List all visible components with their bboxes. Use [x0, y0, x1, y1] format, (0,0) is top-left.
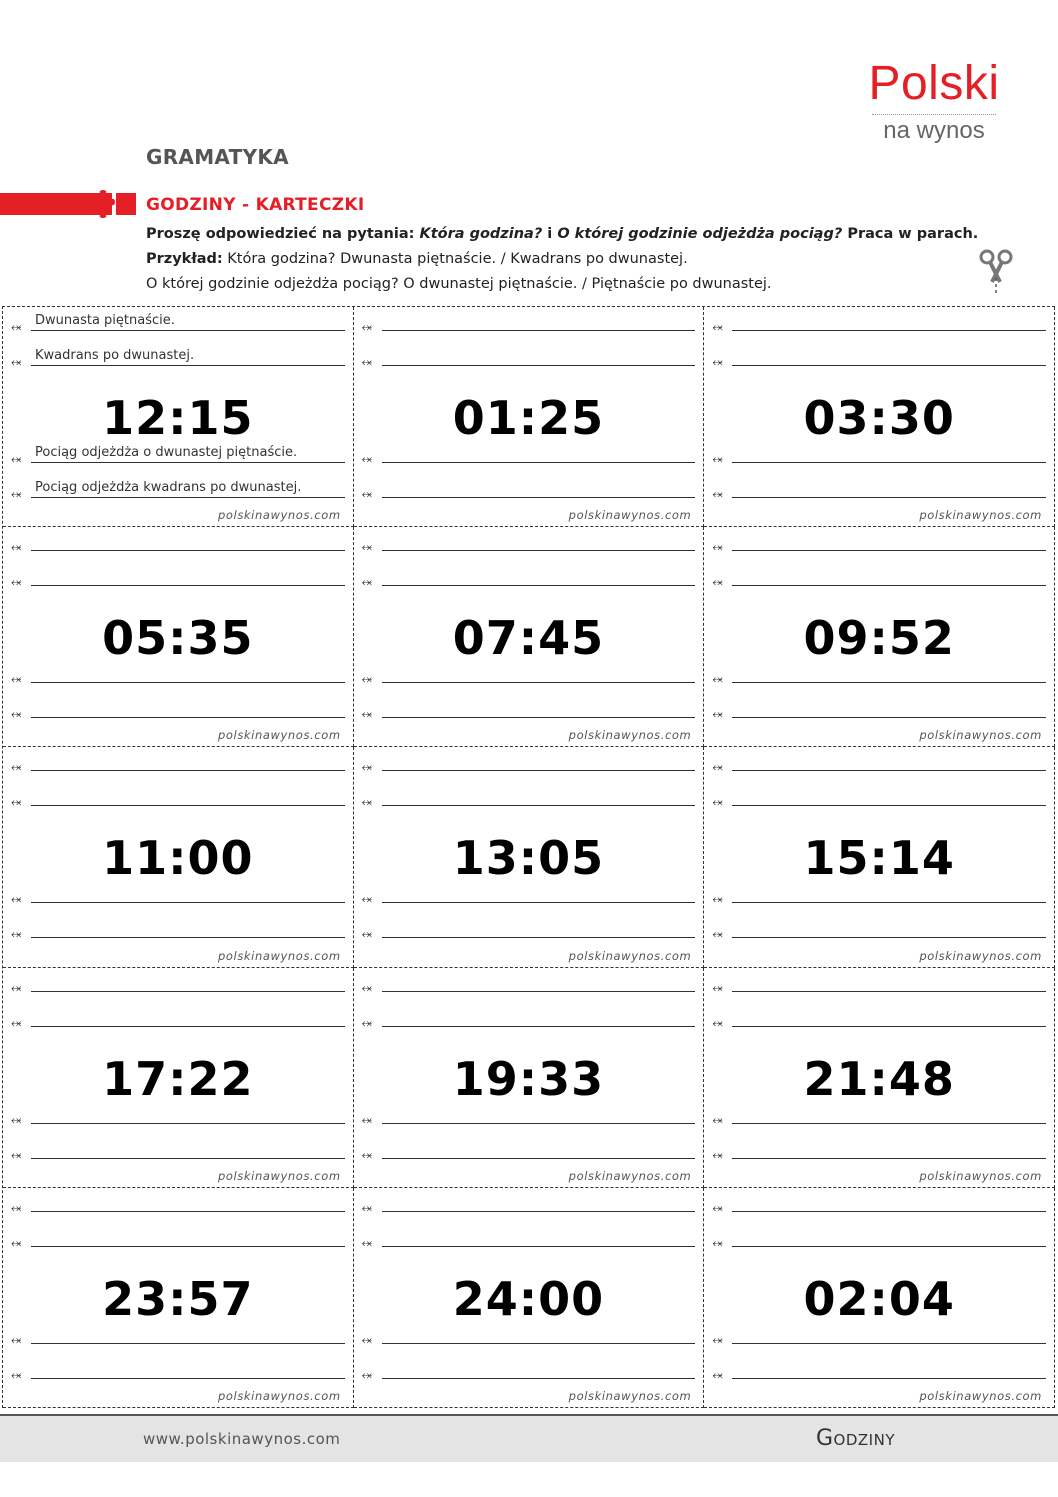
answer-rule — [31, 497, 345, 498]
clock-time: 09:52 — [803, 611, 955, 666]
answer-line[interactable] — [362, 1194, 696, 1214]
instruction-line-1 — [146, 226, 978, 242]
time-card — [354, 307, 705, 527]
answer-rule — [382, 1158, 696, 1159]
pencil-arrow-icon: ⬾ — [11, 707, 22, 723]
instruction-text: Proszę odpowiedzieć na pytania: — [146, 226, 420, 242]
instruction-connector: i — [542, 226, 558, 242]
pencil-arrow-icon: ⬾ — [712, 1147, 723, 1163]
answer-rule — [31, 682, 345, 683]
clock-time: 01:25 — [452, 391, 605, 445]
logo-main-text: Polski — [868, 57, 1000, 110]
answer-text: Dwunasta piętnaście. — [35, 313, 175, 328]
time-card — [3, 307, 354, 527]
answer-rule — [732, 717, 1046, 718]
answer-line[interactable] — [11, 1361, 345, 1381]
logo-divider — [872, 114, 996, 115]
pencil-arrow-icon: ⬾ — [11, 760, 22, 776]
answer-line[interactable] — [11, 1229, 345, 1249]
answer-rule — [382, 497, 696, 498]
pencil-arrow-icon: ⬾ — [11, 980, 22, 996]
clock-time: 21:48 — [803, 1051, 955, 1106]
answer-rule — [732, 365, 1046, 366]
answer-rule — [732, 937, 1046, 938]
pencil-arrow-icon: ⬾ — [712, 540, 723, 556]
pencil-arrow-icon: ⬾ — [361, 760, 373, 776]
answer-rule — [31, 585, 345, 586]
pencil-arrow-icon: ⬾ — [11, 320, 22, 335]
answer-line[interactable] — [11, 753, 345, 776]
answer-line[interactable] — [362, 1229, 696, 1249]
answer-line[interactable] — [362, 1106, 696, 1126]
answer-rule — [732, 902, 1046, 903]
pencil-arrow-icon: ⬾ — [11, 1200, 22, 1216]
answer-rule — [382, 330, 696, 331]
card-watermark: polskinawynos.com — [568, 1388, 692, 1403]
answer-line[interactable] — [362, 1009, 696, 1029]
pencil-arrow-icon: ⬾ — [361, 540, 373, 556]
clock-time: 17:22 — [102, 1051, 254, 1106]
instruction-line-2 — [146, 251, 688, 267]
card-watermark: polskinawynos.com — [218, 948, 341, 963]
clock-time: 13:05 — [452, 831, 605, 886]
answer-line[interactable] — [11, 533, 345, 556]
answer-rule — [732, 1158, 1046, 1159]
answer-rule — [732, 585, 1046, 586]
pencil-arrow-icon: ⬾ — [712, 1015, 723, 1031]
pencil-arrow-icon: ⬾ — [361, 320, 373, 335]
answer-line[interactable] — [712, 1361, 1046, 1381]
answer-rule — [31, 991, 345, 992]
pencil-arrow-icon: ⬾ — [361, 452, 373, 467]
answer-line[interactable] — [11, 974, 345, 994]
pencil-arrow-icon: ⬾ — [712, 355, 723, 370]
answer-line[interactable] — [11, 313, 345, 333]
answer-line[interactable] — [712, 1229, 1046, 1249]
pencil-arrow-icon: ⬾ — [11, 1112, 22, 1128]
pencil-arrow-icon: ⬾ — [11, 892, 22, 908]
answer-line[interactable] — [361, 753, 696, 776]
answer-rule — [31, 1158, 345, 1159]
pencil-arrow-icon: ⬾ — [361, 892, 373, 908]
answer-rule — [382, 585, 696, 586]
answer-line[interactable] — [11, 568, 345, 591]
pencil-arrow-icon: ⬾ — [11, 927, 22, 943]
answer-line[interactable] — [361, 700, 696, 723]
answer-line[interactable] — [362, 445, 696, 465]
card-watermark: polskinawynos.com — [919, 1388, 1042, 1403]
pencil-arrow-icon: ⬾ — [361, 707, 373, 723]
clock-time: 23:57 — [102, 1271, 254, 1326]
answer-rule — [31, 937, 345, 938]
answer-rule — [382, 1246, 696, 1247]
section-title: GRAMATYKA — [146, 145, 289, 169]
answer-line[interactable] — [11, 665, 345, 688]
answer-line[interactable] — [11, 1009, 345, 1029]
answer-rule — [382, 1211, 696, 1212]
answer-rule — [382, 550, 696, 551]
answer-line[interactable] — [11, 480, 345, 500]
pencil-arrow-icon: ⬾ — [712, 980, 723, 996]
time-card — [3, 1188, 354, 1408]
card-watermark: polskinawynos.com — [919, 1168, 1042, 1183]
pencil-arrow-icon: ⬾ — [712, 795, 723, 811]
exercise-title: GODZINY - KARTECZKI — [146, 195, 365, 215]
pencil-arrow-icon: ⬾ — [712, 927, 723, 943]
answer-line[interactable] — [712, 665, 1046, 688]
clock-time: 02:04 — [803, 1271, 955, 1326]
logo-sub-text: na wynos — [883, 117, 985, 144]
answer-line[interactable] — [11, 700, 345, 723]
pencil-arrow-icon: ⬾ — [712, 452, 723, 467]
clock-time: 07:45 — [452, 611, 605, 666]
answer-line[interactable] — [362, 1326, 696, 1346]
instruction-line-3: O której godzinie odjeżdża pociąg? O dwunastej piętnaście. / Piętnaście po dwunastej. — [146, 276, 772, 292]
answer-line[interactable] — [712, 1106, 1046, 1126]
time-card — [354, 1188, 705, 1408]
card-watermark: polskinawynos.com — [568, 948, 692, 963]
answer-line[interactable] — [11, 1194, 345, 1214]
pencil-arrow-icon: ⬾ — [11, 1147, 22, 1163]
pencil-arrow-icon: ⬾ — [361, 1015, 373, 1031]
example-label: Przykład: — [146, 251, 223, 267]
pencil-arrow-icon: ⬾ — [361, 487, 373, 502]
answer-line[interactable] — [712, 445, 1046, 465]
pencil-arrow-icon: ⬾ — [712, 1200, 723, 1216]
answer-rule — [31, 717, 345, 718]
pencil-arrow-icon: ⬾ — [712, 760, 723, 776]
puzzle-icon — [86, 189, 136, 219]
card-grid — [2, 306, 1055, 1408]
answer-line[interactable] — [11, 1106, 345, 1126]
card-watermark: polskinawynos.com — [218, 1168, 341, 1183]
answer-rule — [382, 462, 696, 463]
question-2: O której godzinie odjeżdża pociąg? — [557, 226, 843, 242]
time-card — [704, 307, 1055, 527]
answer-line[interactable] — [361, 788, 696, 811]
answer-rule — [382, 805, 696, 806]
pencil-arrow-icon: ⬾ — [361, 980, 373, 996]
pencil-arrow-icon: ⬾ — [11, 795, 22, 811]
answer-rule — [732, 682, 1046, 683]
card-watermark: polskinawynos.com — [568, 508, 692, 523]
question-1: Która godzina? — [419, 226, 543, 242]
answer-rule — [31, 805, 345, 806]
clock-time: 15:14 — [803, 831, 955, 886]
clock-time: 19:33 — [452, 1051, 605, 1106]
pencil-arrow-icon: ⬾ — [11, 1015, 22, 1031]
answer-line[interactable] — [11, 885, 345, 908]
answer-rule — [31, 1378, 345, 1379]
answer-rule — [31, 550, 345, 551]
answer-rule — [732, 497, 1046, 498]
time-card — [3, 968, 354, 1188]
answer-line[interactable] — [712, 568, 1046, 591]
answer-line[interactable] — [361, 885, 696, 908]
pencil-arrow-icon: ⬾ — [712, 575, 723, 591]
answer-line[interactable] — [11, 348, 345, 368]
card-watermark: polskinawynos.com — [919, 948, 1042, 963]
card-watermark: polskinawynos.com — [919, 728, 1042, 743]
answer-rule — [732, 330, 1046, 331]
scissors-icon — [976, 248, 1016, 294]
answer-rule — [382, 902, 696, 903]
footer-url: www.polskinawynos.com — [143, 1430, 341, 1448]
answer-rule — [31, 902, 345, 903]
pencil-arrow-icon: ⬾ — [712, 672, 723, 688]
answer-line[interactable] — [11, 1141, 345, 1161]
answer-line[interactable] — [712, 480, 1046, 500]
pencil-arrow-icon: ⬾ — [361, 575, 373, 591]
answer-line[interactable] — [362, 480, 696, 500]
answer-rule — [382, 365, 696, 366]
pencil-arrow-icon: ⬾ — [11, 672, 22, 688]
footer — [0, 1414, 1058, 1462]
answer-line[interactable] — [712, 533, 1046, 556]
pencil-arrow-icon: ⬾ — [712, 707, 723, 723]
pencil-arrow-icon: ⬾ — [11, 1367, 22, 1383]
logo — [868, 58, 1000, 145]
answer-rule — [31, 1246, 345, 1247]
answer-rule — [31, 1026, 345, 1027]
pencil-arrow-icon: ⬾ — [361, 1147, 373, 1163]
example-text: Która godzina? Dwunasta piętnaście. / Kwadrans po dwunastej. — [222, 251, 688, 267]
answer-rule — [732, 1343, 1046, 1344]
answer-text: Pociąg odjeżdża o dwunastej piętnaście. — [35, 445, 298, 460]
answer-line[interactable] — [362, 1361, 696, 1381]
answer-rule — [732, 991, 1046, 992]
card-watermark: polskinawynos.com — [568, 728, 692, 743]
answer-rule — [31, 365, 345, 366]
clock-time: 03:30 — [803, 391, 955, 445]
answer-line[interactable] — [362, 313, 696, 333]
card-watermark: polskinawynos.com — [218, 728, 341, 743]
answer-line[interactable] — [712, 920, 1046, 943]
instruction-pairs: Praca w parach. — [842, 226, 979, 242]
answer-line[interactable] — [361, 533, 696, 556]
time-card — [3, 747, 354, 967]
time-card — [354, 968, 705, 1188]
pencil-arrow-icon: ⬾ — [361, 672, 373, 688]
answer-rule — [382, 682, 696, 683]
pencil-arrow-icon: ⬾ — [712, 320, 723, 335]
answer-line[interactable] — [11, 788, 345, 811]
answer-line[interactable] — [362, 348, 696, 368]
pencil-arrow-icon: ⬾ — [712, 487, 723, 502]
answer-rule — [382, 770, 696, 771]
answer-rule — [732, 1246, 1046, 1247]
answer-rule — [382, 717, 696, 718]
answer-rule — [732, 1123, 1046, 1124]
pencil-arrow-icon: ⬾ — [712, 1367, 723, 1383]
answer-rule — [382, 1123, 696, 1124]
answer-rule — [732, 805, 1046, 806]
answer-rule — [732, 770, 1046, 771]
answer-rule — [382, 937, 696, 938]
pencil-arrow-icon: ⬾ — [11, 452, 22, 467]
answer-rule — [732, 550, 1046, 551]
answer-line[interactable] — [361, 568, 696, 591]
time-card — [704, 747, 1055, 967]
answer-rule — [31, 1211, 345, 1212]
answer-line[interactable] — [11, 920, 345, 943]
time-card — [3, 527, 354, 747]
time-card — [354, 747, 705, 967]
pencil-arrow-icon: ⬾ — [712, 1235, 723, 1251]
pencil-arrow-icon: ⬾ — [11, 355, 22, 370]
answer-line[interactable] — [712, 1009, 1046, 1029]
answer-line[interactable] — [361, 920, 696, 943]
answer-line[interactable] — [11, 1326, 345, 1346]
answer-rule — [382, 1026, 696, 1027]
answer-rule — [382, 991, 696, 992]
answer-line[interactable] — [362, 1141, 696, 1161]
time-card — [354, 527, 705, 747]
time-card — [704, 527, 1055, 747]
pencil-arrow-icon: ⬾ — [11, 540, 22, 556]
footer-topic: Godziny — [816, 1426, 895, 1451]
pencil-arrow-icon: ⬾ — [712, 1332, 723, 1348]
pencil-arrow-icon: ⬾ — [361, 1332, 373, 1348]
clock-time: 12:15 — [102, 391, 254, 445]
answer-line[interactable] — [361, 665, 696, 688]
pencil-arrow-icon: ⬾ — [11, 1332, 22, 1348]
answer-line[interactable] — [712, 885, 1046, 908]
card-watermark: polskinawynos.com — [568, 1168, 692, 1183]
pencil-arrow-icon: ⬾ — [361, 1200, 373, 1216]
clock-time: 11:00 — [102, 831, 254, 886]
answer-rule — [732, 1026, 1046, 1027]
accent-bar — [0, 193, 86, 215]
answer-line[interactable] — [712, 700, 1046, 723]
answer-line[interactable] — [362, 974, 696, 994]
answer-rule — [382, 1378, 696, 1379]
answer-line[interactable] — [712, 1141, 1046, 1161]
clock-time: 05:35 — [102, 611, 254, 666]
pencil-arrow-icon: ⬾ — [361, 927, 373, 943]
answer-line[interactable] — [712, 1194, 1046, 1214]
answer-rule — [31, 1123, 345, 1124]
answer-line[interactable] — [712, 753, 1046, 776]
card-watermark: polskinawynos.com — [218, 508, 341, 523]
time-card — [704, 968, 1055, 1188]
answer-rule — [382, 1343, 696, 1344]
answer-line[interactable] — [712, 788, 1046, 811]
answer-rule — [31, 770, 345, 771]
answer-rule — [732, 1378, 1046, 1379]
answer-line[interactable] — [712, 348, 1046, 368]
pencil-arrow-icon: ⬾ — [361, 1367, 373, 1383]
pencil-arrow-icon: ⬾ — [361, 1112, 373, 1128]
answer-rule — [31, 462, 345, 463]
pencil-arrow-icon: ⬾ — [11, 487, 22, 502]
card-watermark: polskinawynos.com — [919, 508, 1042, 523]
answer-text: Kwadrans po dwunastej. — [35, 348, 195, 363]
pencil-arrow-icon: ⬾ — [361, 1235, 373, 1251]
pencil-arrow-icon: ⬾ — [11, 1235, 22, 1251]
answer-line[interactable] — [712, 1326, 1046, 1346]
answer-line[interactable] — [712, 313, 1046, 333]
pencil-arrow-icon: ⬾ — [11, 575, 22, 591]
pencil-arrow-icon: ⬾ — [712, 892, 723, 908]
card-watermark: polskinawynos.com — [218, 1388, 341, 1403]
time-card — [704, 1188, 1055, 1408]
answer-text: Pociąg odjeżdża kwadrans po dwunastej. — [35, 480, 302, 495]
pencil-arrow-icon: ⬾ — [361, 795, 373, 811]
answer-rule — [732, 462, 1046, 463]
clock-time: 24:00 — [452, 1271, 605, 1326]
answer-rule — [31, 330, 345, 331]
pencil-arrow-icon: ⬾ — [712, 1112, 723, 1128]
answer-line[interactable] — [11, 445, 345, 465]
answer-line[interactable] — [712, 974, 1046, 994]
pencil-arrow-icon: ⬾ — [361, 355, 373, 370]
answer-rule — [31, 1343, 345, 1344]
answer-rule — [732, 1211, 1046, 1212]
